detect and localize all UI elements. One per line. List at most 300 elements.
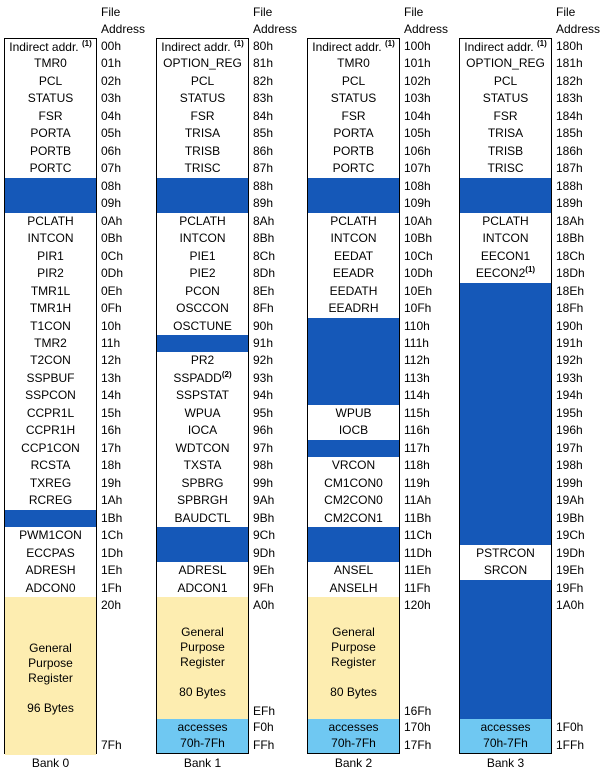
file-address: 85h [253,126,274,141]
file-address: 1Fh [101,580,122,595]
register-name: EEDATH [329,283,378,298]
register-cell [308,125,399,143]
register-cell [460,230,551,248]
unimplemented-cell [308,335,399,353]
register-name: SSPCON [25,388,76,403]
file-address: 114h [404,388,430,403]
file-address: 9Dh [253,545,276,560]
register-name: EECON1 [480,248,531,263]
register-name: FSR [38,108,63,123]
register-column [459,38,552,754]
unimplemented-cell [460,195,551,213]
register-name: Indirect addr. [464,40,534,54]
unimplemented-cell [460,475,551,493]
general-purpose-register-block [157,597,248,720]
register-cell [157,370,248,388]
footnote-marker: (1) [536,39,547,48]
register-name: PCLATH [482,213,529,228]
file-address: 9Fh [253,580,274,595]
file-address: 118h [404,458,430,473]
register-cell [157,318,248,336]
file-address: 82h [253,73,274,88]
file-address: 18Ah [556,213,585,228]
file-address: 80h [253,39,274,53]
register-name: ADCON1 [177,580,228,595]
gpr-text-line [157,670,248,685]
file-address: 111h [404,335,429,350]
file-address: 97h [253,440,274,455]
access-text-line: 70h-7Fh [331,736,376,750]
register-cell [157,73,248,91]
register-name: ANSEL [333,563,374,578]
unimplemented-cell [308,440,399,458]
register-name: T1CON [30,318,71,333]
register-name: CM2CON0 [324,493,383,508]
file-address: 9Ch [253,528,276,543]
gpr-start-address: 20h [101,598,122,613]
bank-label: Bank 2 [334,756,373,770]
file-address: 197h [556,440,583,455]
file-address: 87h [253,161,274,176]
file-address: 0Dh [101,266,124,281]
access-text-line: 70h-7Fh [180,736,225,750]
register-cell [157,143,248,161]
file-address: 13h [101,370,122,385]
file-address: 18Ch [556,248,585,263]
file-address: 194h [556,388,583,403]
unimplemented-cell [157,545,248,563]
unimplemented-cell [460,318,551,336]
file-address: 107h [404,161,431,176]
unimplemented-cell [157,335,248,353]
file-address: 187h [556,161,583,176]
file-address: 116h [404,423,430,438]
file-address: 1Bh [101,510,123,525]
register-name: EECON2 [475,266,526,281]
unimplemented-cell [460,178,551,196]
file-address: 105h [404,126,431,141]
gpr-text-line: Register [180,655,225,670]
file-address: 182h [556,73,583,88]
register-name: WPUB [335,405,372,420]
file-address: 00h [101,39,122,53]
file-address: 18Bh [556,231,585,246]
common-access-block [460,719,551,753]
register-cell [157,265,248,283]
gpr-start-address: A0h [253,598,275,613]
access-start-address: F0h [253,720,274,734]
address-header: Address [556,22,601,36]
unimplemented-cell [308,387,399,405]
unimplemented-cell [460,527,551,545]
file-address: 10Eh [404,283,433,298]
register-cell [460,545,551,563]
file-address: 198h [556,458,583,473]
register-cell [460,39,551,56]
register-name: CCPR1L [26,405,75,420]
unimplemented-cell [460,335,551,353]
register-name: TXREG [29,475,72,490]
register-cell [308,300,399,318]
file-address: 199h [556,475,583,490]
register-name: PCL [190,73,215,88]
bank-label: Bank 1 [183,756,222,770]
register-cell [308,160,399,178]
unimplemented-cell [157,195,248,213]
register-cell [460,108,551,126]
file-address: 1Dh [101,545,124,560]
register-cell [460,55,551,73]
file-address: 05h [101,126,122,141]
register-name: TMR1L [30,283,71,298]
file-address: 19Bh [556,510,585,525]
footnote-marker: (2) [221,369,232,379]
unimplemented-cell [308,318,399,336]
register-name: INTCON [27,231,74,246]
register-cell [308,248,399,266]
register-name: ANSELH [329,580,378,595]
register-name: INTCON [179,231,226,246]
file-header: File [404,5,424,19]
file-address: 19h [101,475,122,490]
file-address: 0Fh [101,301,122,316]
register-name: PCLATH [179,213,226,228]
register-name: INTCON [330,231,377,246]
register-name: ECCPAS [26,545,75,560]
register-name: PCON [185,283,220,298]
register-name: PCL [341,73,366,88]
register-name: RCREG [28,493,73,508]
register-name: EEADR [332,266,375,281]
register-cell [460,125,551,143]
file-address: 195h [556,405,583,420]
gpr-text-line: Purpose [28,656,73,671]
file-address: 1Ah [101,493,123,508]
footnote-marker: (1) [233,39,244,48]
access-text-line: accesses [177,720,228,734]
file-address: 192h [556,353,583,368]
unimplemented-cell [460,370,551,388]
gpr-text-line: Purpose [331,640,376,655]
file-address: 10Dh [404,266,433,281]
gpr-text-line: 80 Bytes [330,685,377,700]
register-name: SRCON [483,563,528,578]
file-address: 181h [556,56,583,71]
register-name: SSPSTAT [176,388,229,403]
unimplemented-cell [460,422,551,440]
unimplemented-cell [460,405,551,423]
register-cell [157,510,248,528]
register-name: ADRESL [178,563,227,578]
file-address: 03h [101,91,122,106]
bank-label: Bank 0 [31,756,70,770]
register-name: TRISB [184,143,221,158]
register-name: PR2 [190,353,215,368]
register-name: Indirect addr. [161,40,231,54]
file-address: 19Dh [556,545,585,560]
register-name: PIE1 [189,248,216,263]
register-name: BAUDCTL [174,510,231,525]
register-name: PORTC [29,161,72,176]
file-address: 110h [404,318,430,333]
file-address: 81h [253,56,274,71]
file-address: 8Dh [253,266,276,281]
register-cell [157,55,248,73]
file-address: 11Fh [404,580,431,595]
file-address: 98h [253,458,274,473]
file-address: 08h [101,178,122,193]
address-header: Address [404,22,449,36]
register-cell [308,405,399,423]
register-name: OPTION_REG [163,56,242,71]
file-address: 07h [101,161,122,176]
register-cell [157,580,248,598]
register-cell [308,213,399,231]
file-address: 17h [101,440,122,455]
register-name: RCSTA [30,458,71,473]
register-column [307,38,400,754]
gpr-text-line: General [332,625,375,640]
file-address: 88h [253,178,274,193]
last-address: 7Fh [101,738,122,752]
register-cell [157,405,248,423]
file-address: 11Eh [404,563,432,578]
file-address: 9Ah [253,493,275,508]
register-name: STATUS [27,91,74,106]
register-cell [308,580,399,598]
file-address: 11Bh [404,510,432,525]
file-address: 99h [253,475,274,490]
file-address: 196h [556,423,583,438]
file-address: 01h [101,56,122,71]
register-name: Indirect addr. [9,40,79,54]
gpr-text-line: General [29,641,72,656]
footnote-marker: (1) [525,265,536,275]
register-cell [308,510,399,528]
register-name: TXSTA [183,458,222,473]
register-column [156,38,249,754]
register-name: WDTCON [175,440,230,455]
register-cell [157,230,248,248]
register-name: SPBRGH [177,493,228,508]
register-name: OPTION_REG [466,56,545,71]
file-address: 0Ch [101,248,124,263]
file-address: 191h [556,335,583,350]
file-address: 109h [404,196,431,211]
register-name: TMR0 [337,56,370,71]
register-cell [308,143,399,161]
file-address: 94h [253,388,274,403]
file-address: 1Eh [101,563,123,578]
file-address: 10Fh [404,301,432,316]
file-address: 19Fh [556,580,584,595]
register-cell [157,39,248,56]
file-address: 16h [101,423,122,438]
file-address: 19Ah [556,493,585,508]
file-address: 02h [101,73,122,88]
register-cell [460,160,551,178]
register-name: FSR [341,108,366,123]
register-cell [157,492,248,510]
register-name: SSPBUF [26,370,75,385]
register-cell [157,440,248,458]
register-cell [157,108,248,126]
register-name: CCPR1H [25,423,76,438]
file-address: 101h [404,56,431,71]
file-address: 18h [101,458,122,473]
file-address: 04h [101,108,122,123]
register-cell [308,108,399,126]
register-cell [308,422,399,440]
unimplemented-cell [308,545,399,563]
register-name: STATUS [179,91,226,106]
file-address: 104h [404,108,431,123]
general-purpose-register-block [308,597,399,720]
register-cell [460,73,551,91]
file-address: 112h [404,353,430,368]
register-name: SPBRG [181,475,224,490]
register-name: STATUS [482,91,529,106]
file-header: File [101,5,121,19]
register-name: PORTC [332,161,375,176]
unimplemented-cell [308,527,399,545]
access-start-address: 1F0h [556,720,584,734]
register-cell [157,90,248,108]
register-name: VRCON [331,458,376,473]
file-address: 8Ah [253,213,275,228]
gpr-end-address: 16Fh [404,704,432,718]
unimplemented-cell [460,387,551,405]
file-address: 186h [556,143,583,158]
file-address: 96h [253,423,274,438]
last-address: 17Fh [404,738,432,752]
file-address: 100h [404,39,431,53]
register-name: PCLATH [330,213,377,228]
register-cell [308,230,399,248]
register-cell [157,160,248,178]
file-address: 10h [101,318,122,333]
register-name: TRISC [184,161,221,176]
file-address: 84h [253,108,274,123]
unimplemented-cell [308,352,399,370]
unimplemented-cell [308,178,399,196]
file-address: 10Ah [404,213,433,228]
register-name: PSTRCON [476,545,535,560]
file-address: 18Eh [556,283,585,298]
register-name: CCP1CON [21,440,80,455]
register-cell [308,265,399,283]
file-address: 188h [556,178,583,193]
register-name: PCL [493,73,518,88]
file-address: 11h [101,335,121,350]
file-address: 83h [253,91,274,106]
register-name: EEADRH [328,301,379,316]
register-name: ADRESH [25,563,76,578]
footnote-marker: (1) [384,39,395,48]
file-address: 183h [556,91,583,106]
file-address: 18Fh [556,301,584,316]
file-address: 09h [101,196,122,211]
unimplemented-cell [460,580,551,598]
register-cell [157,283,248,301]
register-name: TRISB [487,143,524,158]
file-address: 102h [404,73,431,88]
register-cell [157,125,248,143]
register-name: ADCON0 [25,580,76,595]
gpr-text-line: General [181,625,224,640]
file-address: 11Dh [404,545,432,560]
file-address: 12h [101,353,122,368]
file-address: 0Eh [101,283,123,298]
unimplemented-cell [308,370,399,388]
file-address: 113h [404,370,430,385]
file-address: 19Ch [556,528,585,543]
register-name: IOCB [338,423,369,438]
file-address: 10Bh [404,231,433,246]
register-name: TRISA [184,126,221,141]
register-name: PORTA [333,126,374,141]
register-cell [460,248,551,266]
register-name: IOCA [187,423,218,438]
file-address: 108h [404,178,431,193]
footnote-marker: (1) [81,39,92,48]
register-name: STATUS [330,91,377,106]
file-address: 106h [404,143,431,158]
file-address: 189h [556,196,583,211]
file-address: 06h [101,143,122,158]
gpr-start-address: 120h [404,598,431,613]
register-name: INTCON [482,231,529,246]
gpr-text-line: Purpose [180,640,225,655]
register-cell [460,213,551,231]
file-address: 14h [101,388,122,403]
register-name: PCL [38,73,63,88]
register-cell [308,73,399,91]
register-cell [157,213,248,231]
file-address: 115h [404,405,430,420]
common-access-block [308,719,399,753]
unimplemented-cell [460,440,551,458]
file-address: 92h [253,353,274,368]
file-address: 184h [556,108,583,123]
register-cell [308,457,399,475]
last-address: 1FFh [556,738,585,752]
file-address: 117h [404,440,430,455]
register-name: OSCTUNE [173,318,232,333]
address-header: Address [253,22,298,36]
common-access-block [157,719,248,753]
unimplemented-cell [460,492,551,510]
register-cell [157,422,248,440]
register-cell [308,475,399,493]
register-name: TMR2 [34,335,67,350]
register-cell [460,90,551,108]
gpr-text-line: 96 Bytes [27,701,74,716]
file-address: 8Bh [253,231,275,246]
file-address: 11Ch [404,528,432,543]
file-address: 103h [404,91,431,106]
register-name: CM1CON0 [324,475,383,490]
gpr-end-address: EFh [253,704,276,718]
access-text-line: 70h-7Fh [483,736,528,750]
gpr-text-line: 80 Bytes [179,685,226,700]
unimplemented-cell [460,457,551,475]
unimplemented-cell [460,283,551,301]
register-name: FSR [190,108,215,123]
file-address: 0Bh [101,231,123,246]
register-cell [308,55,399,73]
last-address: FFh [253,738,275,752]
